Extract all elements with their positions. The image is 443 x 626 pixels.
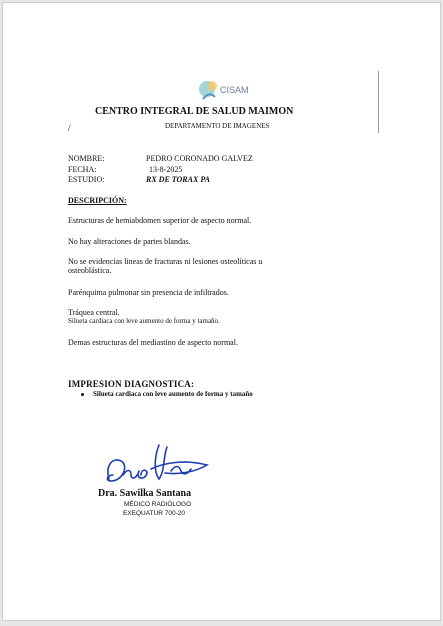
report-page (2, 2, 441, 621)
doctor-name: Dra. Sawilka Santana (98, 488, 192, 499)
date-value: 13-8-2025 (149, 165, 183, 174)
cisam-logo (193, 77, 255, 107)
finding-line: Demas estructuras del mediastino de aspecto normal. (68, 338, 238, 347)
finding-line: osteoblástica. (68, 266, 112, 275)
name-label: NOMBRE: (68, 154, 105, 163)
finding-line: Tráquea central. (68, 308, 120, 317)
logo-text: CISAM (220, 85, 249, 95)
study-value: RX DE TORAX PA (146, 175, 210, 184)
doctor-title: MÉDICO RADIÓLOGO (124, 501, 192, 508)
finding-line: Estructuras de hemiabdomen superior de aspecto normal. (68, 216, 252, 225)
impression-item: Silueta cardiaca con leve aumento de forma y tamaño (93, 390, 253, 398)
institution-name: CENTRO INTEGRAL DE SALUD MAIMON (95, 106, 294, 117)
handwritten-signature (101, 435, 213, 489)
finding-line: No hay alteraciones de partes blandas. (68, 237, 191, 246)
impression-heading: IMPRESION DIAGNOSTICA: (68, 379, 195, 389)
divider-line (378, 71, 379, 133)
study-label: ESTUDIO: (68, 175, 105, 184)
doctor-exequatur: EXEQUATUR 700-20 (123, 510, 186, 517)
name-value: PEDRO CORONADO GALVEZ (146, 154, 253, 163)
date-label: FECHA: (68, 165, 97, 174)
finding-line: Silueta cardiaca con leve aumento de forma y tamaño. (68, 317, 220, 325)
description-heading: DESCRIPCIÓN: (68, 196, 127, 205)
bullet-icon (81, 393, 84, 396)
finding-line: No se evidencias lineas de fracturas ni lesiones osteolíticas u (68, 257, 263, 266)
department-name: DEPARTAMENTO DE IMAGENES (165, 122, 270, 130)
stray-mark: / (68, 123, 71, 133)
finding-line: Parénquima pulmonar sin presencia de infiltrados. (68, 288, 229, 297)
